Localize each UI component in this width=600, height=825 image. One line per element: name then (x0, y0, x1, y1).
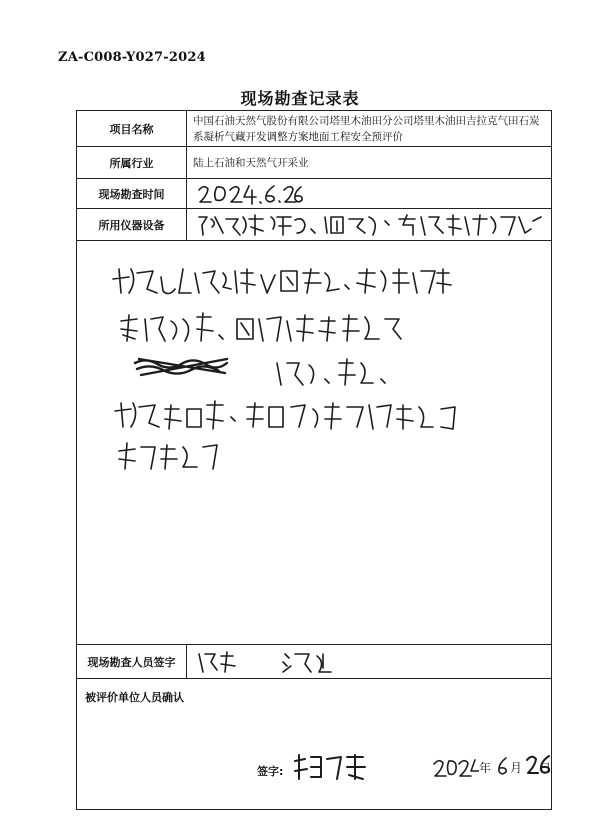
row-instruments (77, 209, 551, 241)
industry-value: 陆上石油和天然气开采业 (193, 156, 309, 169)
confirm-year-handwriting (431, 755, 479, 781)
survey-record-table (76, 110, 552, 810)
instruments-handwriting (193, 211, 545, 239)
unit-confirmation-label: 被评价单位人员确认 (85, 691, 184, 704)
survey-time-label: 现场勘查时间 (77, 179, 187, 208)
row-industry (77, 147, 551, 179)
confirm-month-unit: 月 (510, 761, 523, 775)
survey-staff-label: 现场勘查人员签字 (77, 645, 187, 678)
industry-label: 所属行业 (77, 147, 187, 178)
survey-date-handwriting (195, 181, 305, 207)
row-survey-time (77, 179, 551, 209)
unit-sign-label: 签字: (257, 765, 284, 778)
project-name-label: 项目名称 (77, 111, 187, 146)
project-name-value: 中国石油天然气股份有限公司塔里木油田分公司塔里木油田吉拉克气田石炭系凝析气藏开发调整方案地面工程安全预评价 (193, 114, 540, 143)
confirm-month-handwriting (495, 753, 509, 779)
page-title: 现场勘查记录表 (240, 89, 360, 108)
confirm-year-unit: 年 (479, 761, 492, 775)
survey-notes-area (77, 241, 551, 645)
confirm-day-unit: 日 (539, 761, 552, 775)
survey-staff-signature (195, 648, 355, 676)
document-code: ZA-C008-Y027-2024 (58, 50, 206, 65)
unit-confirmation-area (77, 679, 551, 809)
unit-signature (291, 751, 377, 783)
row-survey-staff (77, 645, 551, 679)
instruments-label: 所用仪器设备 (77, 209, 187, 240)
survey-notes-handwriting (107, 259, 537, 471)
row-project-name (77, 111, 551, 147)
